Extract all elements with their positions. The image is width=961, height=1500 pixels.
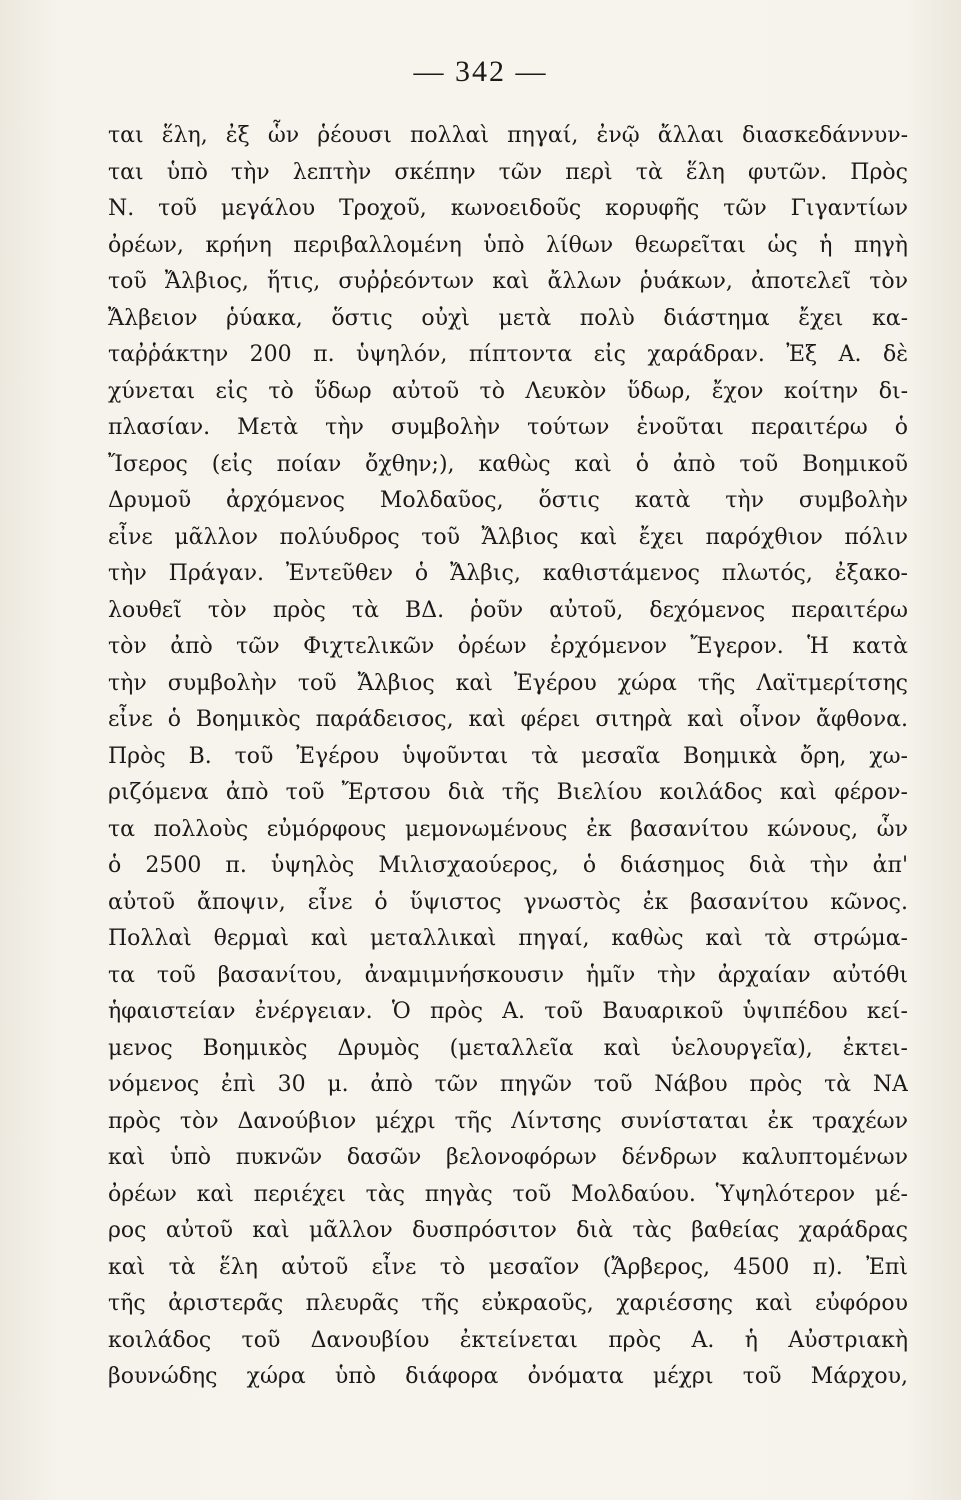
text-line: ὀρέων καὶ περιέχει τὰς πηγὰς τοῦ Μολδαύου. Ὑψηλότερον μέ- (108, 1181, 908, 1207)
text-line: εἶνε ὁ Βοημικὸς παράδεισος, καὶ φέρει σιτηρὰ καὶ οἶνον ἄφθονα. (108, 707, 908, 732)
text-line: εἶνε μᾶλλον πολύυδρος τοῦ Ἄλβιος καὶ ἔχει παρόχθιον πόλιν (108, 524, 908, 550)
text-line: μενος Βοημικὸς Δρυμὸς (μεταλλεῖα καὶ ὑελουργεῖα), ἐκτει- (108, 1035, 908, 1061)
text-line: τὴν Πράγαν. Ἐντεῦθεν ὁ Ἄλβις, καθιστάμενος πλωτός, ἐξακο- (108, 561, 908, 586)
text-line: νόμενος ἐπὶ 30 μ. ἀπὸ τῶν πηγῶν τοῦ Νάβου πρὸς τὰ ΝΑ (108, 1072, 908, 1097)
text-line: Πολλαὶ θερμαὶ καὶ μεταλλικαὶ πηγαί, καθὼς καὶ τὰ στρώμα- (108, 926, 908, 951)
text-line: ὁ 2500 π. ὑψηλὸς Μιλισχαούερος, ὁ διάσημος διὰ τὴν ἀπ' (108, 853, 908, 878)
text-line: τὴν συμβολὴν τοῦ Ἄλβιος καὶ Ἐγέρου χώρα τῆς Λαϊτμερίτσης (108, 670, 908, 696)
text-line: Δρυμοῦ ἀρχόμενος Μολδαῦος, ὅστις κατὰ τὴν συμβολὴν (108, 488, 908, 513)
text-line: ριζόμενα ἀπὸ τοῦ Ἔρτσου διὰ τῆς Βιελίου κοιλάδος καὶ φέρον- (108, 780, 908, 805)
text-line: καὶ τὰ ἕλη αὐτοῦ εἶνε τὸ μεσαῖον (Ἄρβερος, 4500 π). Ἐπὶ (108, 1254, 908, 1280)
text-line: αὐτοῦ ἄποψιν, εἶνε ὁ ὕψιστος γνωστὸς ἐκ βασανίτου κῶνος. (108, 889, 908, 915)
text-line: πρὸς τὸν Δανούβιον μέχρι τῆς Λίντσης συνίσταται ἐκ τραχέων (108, 1108, 908, 1134)
text-line: τῆς ἀριστερᾶς πλευρᾶς τῆς εὐκραοῦς, χαριέσσης καὶ εὐφόρου (108, 1291, 908, 1316)
text-line: ταῤῥάκτην 200 π. ὑψηλόν, πίπτοντα εἰς χαράδραν. Ἐξ Α. δὲ (108, 342, 908, 367)
text-line: ται ἕλη, ἐξ ὧν ῥέουσι πολλαὶ πηγαί, ἐνῷ ἄλλαι διασκεδάννυν- (108, 123, 908, 148)
text-line: ἡφαιστείαν ἐνέργειαν. Ὁ πρὸς Α. τοῦ Βαυαρικοῦ ὑψιπέδου κεί- (108, 999, 908, 1024)
text-line: τα τοῦ βασανίτου, ἀναμιμνήσκουσιν ἡμῖν τὴν ἀρχαίαν αὐτόθι (108, 962, 908, 988)
text-line: ρος αὐτοῦ καὶ μᾶλλον δυσπρόσιτον διὰ τὰς βαθείας χαράδρας (108, 1218, 908, 1243)
text-line: βουνώδης χώρα ὑπὸ διάφορα ὀνόματα μέχρι τοῦ Μάρχου, (108, 1364, 908, 1389)
text-line: Ν. τοῦ μεγάλου Τροχοῦ, κωνοειδοῦς κορυφῆς τῶν Γιγαντίων (108, 196, 908, 221)
text-line: πλασίαν. Μετὰ τὴν συμβολὴν τούτων ἑνοῦται περαιτέρω ὁ (108, 415, 908, 440)
text-line: τα πολλοὺς εὐμόρφους μεμονωμένους ἐκ βασανίτου κώνους, ὧν (108, 816, 908, 842)
text-line: τὸν ἀπὸ τῶν Φιχτελικῶν ὀρέων ἐρχόμενον Ἔγερον. Ἡ κατὰ (108, 634, 908, 659)
page-number: — 342 — (413, 55, 548, 88)
text-line: λουθεῖ τὸν πρὸς τὰ ΒΔ. ῥοῦν αὐτοῦ, δεχόμενος περαιτέρω (108, 597, 908, 623)
body-text (108, 118, 908, 1396)
text-line: ὀρέων, κρήνη περιβαλλομένη ὑπὸ λίθων θεωρεῖται ὡς ἡ πηγὴ (108, 232, 908, 258)
text-line: καὶ ὑπὸ πυκνῶν δασῶν βελονοφόρων δένδρων καλυπτομένων (108, 1145, 908, 1170)
text-line: κοιλάδος τοῦ Δανουβίου ἐκτείνεται πρὸς Α. ἡ Αὐστριακὴ (108, 1327, 908, 1353)
text-line: Ἄλβειον ῥύακα, ὅστις οὐχὶ μετὰ πολὺ διάστημα ἔχει κα- (108, 305, 908, 331)
text-line: χύνεται εἰς τὸ ὕδωρ αὐτοῦ τὸ Λευκὸν ὕδωρ, ἔχον κοίτην δι- (108, 378, 908, 404)
text-line: ται ὑπὸ τὴν λεπτὴν σκέπην τῶν περὶ τὰ ἕλη φυτῶν. Πρὸς (108, 159, 908, 185)
text-line: Ἴσερος (εἰς ποίαν ὄχθην;), καθὼς καὶ ὁ ἀπὸ τοῦ Βοημικοῦ (108, 451, 908, 477)
text-line: τοῦ Ἄλβιος, ἥτις, συῤῥεόντων καὶ ἄλλων ῥυάκων, ἀποτελεῖ τὸν (108, 269, 908, 294)
text-line: Πρὸς Β. τοῦ Ἐγέρου ὑψοῦνται τὰ μεσαῖα Βοημικὰ ὄρη, χω- (108, 743, 908, 769)
